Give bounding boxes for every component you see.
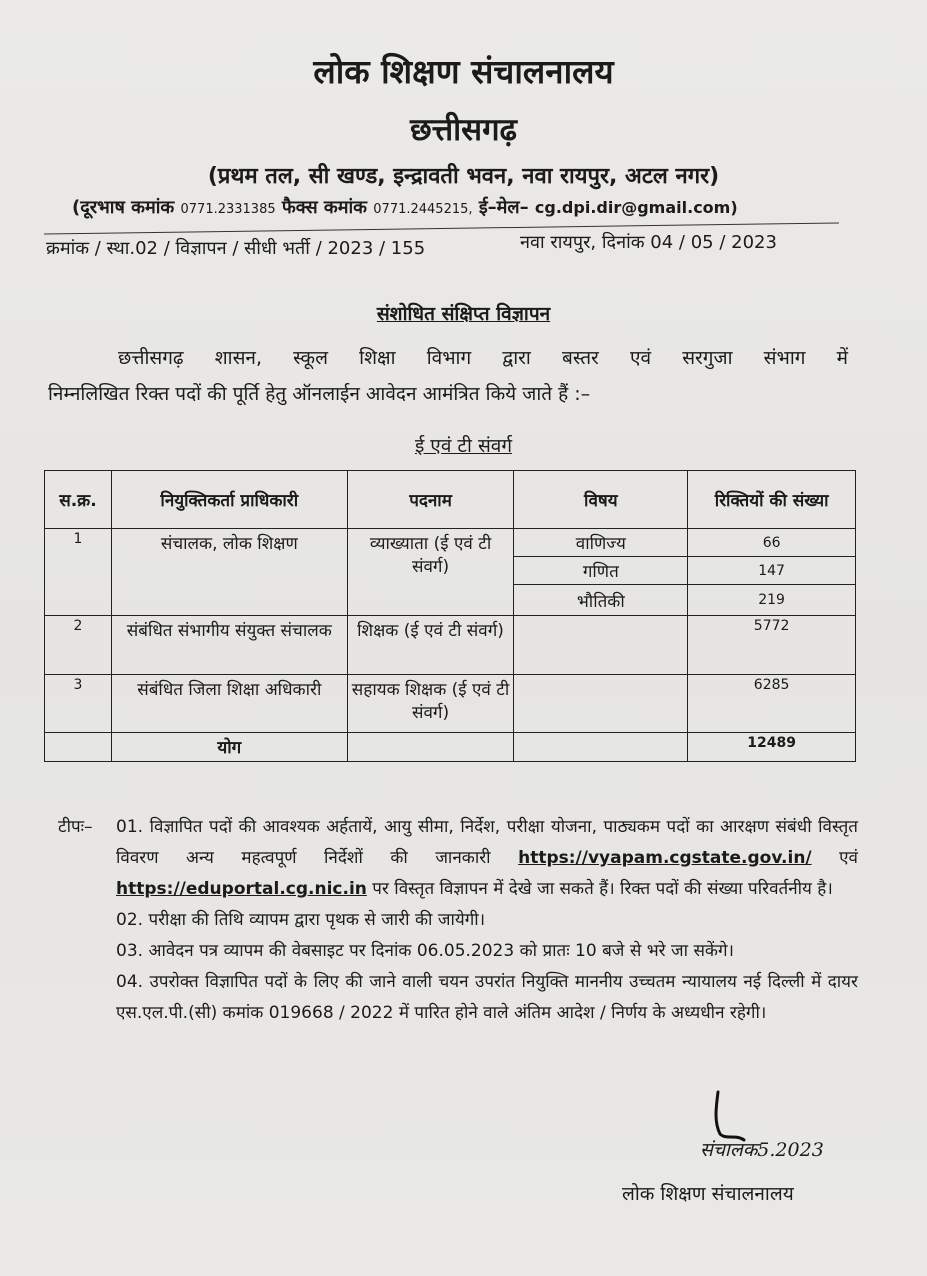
row-subject: वाणिज्य — [514, 529, 688, 557]
row-sno: 2 — [45, 616, 112, 674]
phone-label: (दूरभाष कमांक — [72, 197, 175, 218]
row-count: 219 — [688, 585, 856, 616]
row-count: 5772 — [688, 616, 856, 674]
row-subject — [514, 616, 688, 674]
row-post: सहायक शिक्षक (ई एवं टी संवर्ग) — [347, 674, 514, 732]
office-title: लोक शिक्षण संचालनालय — [313, 52, 614, 91]
notes-section — [58, 812, 858, 1029]
row-subject: भौतिकी — [514, 585, 688, 616]
total-post-empty — [347, 732, 514, 761]
row-post: व्याख्याता (ई एवं टी संवर्ग) — [347, 529, 514, 616]
reference-date: नवा रायपुर, दिनांक 04 / 05 / 2023 — [520, 232, 777, 253]
table-row — [45, 674, 856, 732]
notice-heading: संशोधित संक्षिप्त विज्ञापन — [376, 303, 551, 325]
row-count: 147 — [688, 557, 856, 585]
email-address: cg.dpi.dir@gmail.com) — [534, 198, 738, 217]
state-title: छत्तीसगढ़ — [409, 112, 518, 148]
fax-number: 0771.2445215, — [373, 202, 473, 217]
row-authority: संचालक, लोक शिक्षण — [111, 529, 347, 616]
note-3-text: 03. आवेदन पत्र व्यापम की वेबसाइट पर दिनांक 06.05.2023 को प्रातः 10 बजे से भरे जा सकेंगे। — [116, 941, 735, 961]
note-item — [58, 967, 858, 1029]
reference-number: क्रमांक / स्था.02 / विज्ञापन / सीधी भर्ती / 2023 / 155 — [46, 238, 426, 259]
note-item — [58, 905, 858, 936]
signatory-office: लोक शिक्षण संचालनालय — [622, 1183, 794, 1205]
col-header-post: पदनाम — [347, 471, 514, 529]
row-authority: संबंधित संभागीय संयुक्त संचालक — [111, 616, 347, 674]
email-label: ई–मेल– — [478, 197, 529, 218]
table-row — [45, 616, 856, 674]
note-1-tail: पर विस्तृत विज्ञापन में देखे जा सकते हैं। रिक्त पदों की संख्या परिवर्तनीय है। — [372, 879, 833, 899]
note-1-text: 01. विज्ञापित पदों की आवश्यक अर्हतायें, आयु सीमा, निर्देश, परीक्षा योजना, पाठ्यकम पदों का आरक्षण संबंधी विस्तृत विवरण अन्य महत्वपूर्ण निर्देशों की जानकारी — [116, 817, 858, 868]
note-item — [58, 812, 858, 905]
col-header-authority: नियुक्तिकर्ता प्राधिकारी — [111, 471, 347, 529]
vyapam-link[interactable]: https://vyapam.cgstate.gov.in/ — [518, 848, 812, 868]
col-header-vacancies: रिक्तियों की संख्या — [688, 471, 856, 529]
note-4-text: 04. उपरोक्त विज्ञापित पदों के लिए की जाने वाली चयन उपरांत नियुक्ति माननीय उच्चतम न्यायालय नई दिल्ली में दायर एस.एल.पी.(सी) कमांक 019668 / 2022 में पारित होने वाले अंतिम आदेश / निर्णय के अध्यधीन रहेगी। — [116, 972, 858, 1023]
note-item — [58, 936, 858, 967]
col-header-subject: विषय — [514, 471, 688, 529]
eduportal-link[interactable]: https://eduportal.cg.nic.in — [116, 879, 367, 899]
total-sno-empty — [45, 732, 112, 761]
note-2-text: 02. परीक्षा की तिथि व्यापम द्वारा पृथक से जारी की जायेगी। — [116, 910, 486, 930]
row-count: 6285 — [688, 674, 856, 732]
row-subject — [514, 674, 688, 732]
handwritten-signature-date: संचालक5.2023 — [700, 1139, 824, 1161]
row-count: 66 — [688, 529, 856, 557]
col-header-sno: स.क्र. — [45, 471, 112, 529]
row-sno: 3 — [45, 674, 112, 732]
cadre-subheading: ई एवं टी संवर्ग — [414, 435, 513, 457]
total-value: 12489 — [688, 732, 856, 761]
phone-number: 0771.2331385 — [180, 202, 276, 217]
intro-line-1: छत्तीसगढ़ शासन, स्कूल शिक्षा विभाग द्वारा बस्तर एवं सरगुजा संभाग में — [118, 347, 848, 369]
row-sno: 1 — [45, 529, 112, 616]
table-total-row — [45, 732, 856, 761]
intro-line-2: निम्नलिखित रिक्त पदों की पूर्ति हेतु ऑनलाईन आवेदन आमंत्रित किये जाते हैं :– — [48, 383, 591, 405]
total-subject-empty — [514, 732, 688, 761]
table-header-row — [45, 471, 856, 529]
total-label: योग — [111, 732, 347, 761]
notes-label: टीपः– — [58, 817, 93, 837]
row-post: शिक्षक (ई एवं टी संवर्ग) — [347, 616, 514, 674]
row-subject: गणित — [514, 557, 688, 585]
table-row — [45, 529, 856, 557]
note-1-and: एवं — [839, 848, 859, 868]
fax-label: फैक्स कमांक — [281, 197, 367, 218]
row-authority: संबंधित जिला शिक्षा अधिकारी — [111, 674, 347, 732]
contact-line — [72, 195, 738, 219]
vacancy-table — [44, 470, 856, 762]
office-address: (प्रथम तल, सी खण्ड, इन्द्रावती भवन, नवा रायपुर, अटल नगर) — [207, 164, 720, 189]
